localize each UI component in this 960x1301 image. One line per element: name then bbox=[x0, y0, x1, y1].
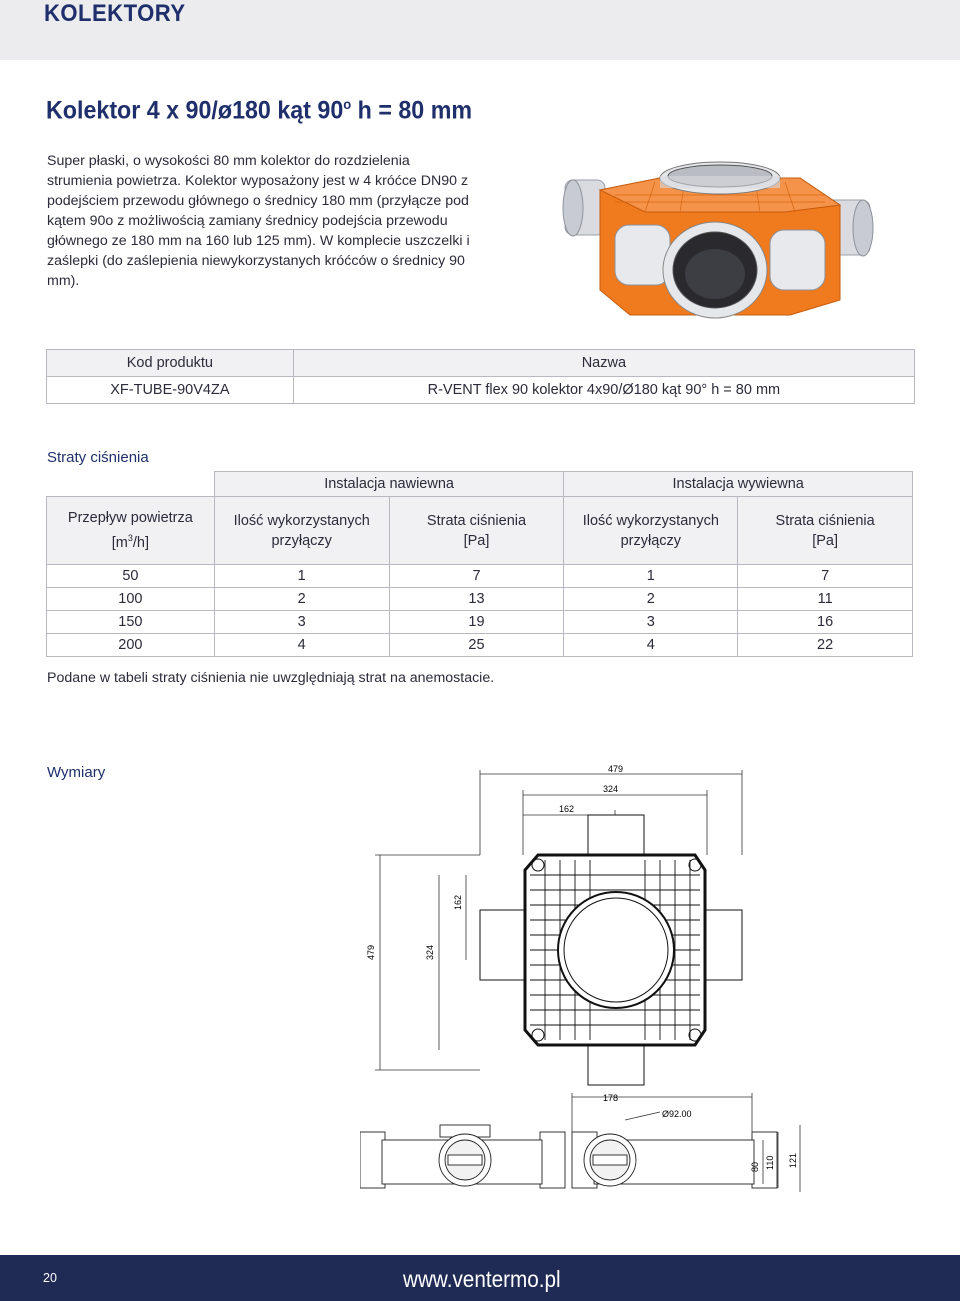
page-number: 20 bbox=[43, 1271, 57, 1285]
page-footer bbox=[0, 1255, 960, 1301]
pressure-loss-note: Podane w tabeli straty ciśnienia nie uwzględniają strat na anemostacie. bbox=[47, 670, 495, 686]
airflow-unit-sup: 3 bbox=[127, 533, 133, 544]
ports-line1: Ilość wykorzystanych bbox=[582, 512, 719, 529]
dim-121: 121 bbox=[788, 1152, 798, 1168]
airflow-unit-a: [m bbox=[111, 534, 128, 551]
cell: 7 bbox=[389, 565, 564, 588]
cell: 16 bbox=[738, 611, 913, 634]
ports-line1: Ilość wykorzystanych bbox=[233, 512, 370, 529]
title-end: h = 80 mm bbox=[351, 96, 473, 125]
header-supply-ports bbox=[214, 497, 389, 565]
cell: 2 bbox=[214, 588, 389, 611]
cell: 22 bbox=[738, 634, 913, 657]
cell: 200 bbox=[47, 634, 215, 657]
cell: 2 bbox=[564, 588, 738, 611]
dim-diameter-92: Ø92.00 bbox=[662, 1109, 692, 1119]
header-supply-loss bbox=[389, 497, 564, 565]
cell: 150 bbox=[47, 611, 215, 634]
product-photo bbox=[555, 150, 885, 325]
product-description: Super płaski, o wysokości 80 mm kolektor do rozdzielenia strumienia powietrza. Kolektor wyposażony jest w 4 króćce DN90 z podejściem przewodu głównego o średnicy 180 mm (przyłącze pod kątem 90o z możliwością zamiany średnicy podejścia przewodu głównego ze 180 mm na 160 lub 125 mm). W komplecie uszczelki i zaślepki (do zaślepienia niewykorzystanych króćców o średnicy 90 mm). bbox=[47, 153, 470, 289]
cell: 7 bbox=[738, 565, 913, 588]
dimensions-label: Wymiary bbox=[47, 764, 106, 781]
airflow-line1: Przepływ powietrza bbox=[67, 510, 193, 527]
dim-479-top: 479 bbox=[608, 764, 624, 774]
dim-324-top: 324 bbox=[603, 784, 619, 794]
cell: 3 bbox=[214, 611, 389, 634]
product-table bbox=[46, 349, 915, 404]
loss-line1: Strata ciśnienia bbox=[775, 512, 875, 529]
section-title: KOLEKTORY bbox=[44, 0, 186, 27]
dim-162-left: 162 bbox=[453, 894, 463, 910]
product-name: R-VENT flex 90 kolektor 4x90/Ø180 kąt 90° h = 80 mm bbox=[293, 377, 914, 404]
table-row bbox=[47, 611, 913, 634]
ports-line2: przyłączy bbox=[620, 532, 682, 549]
cell: 4 bbox=[564, 634, 738, 657]
dim-110: 110 bbox=[765, 1155, 775, 1170]
dim-162-top: 162 bbox=[559, 804, 575, 814]
ports-line2: przyłączy bbox=[271, 532, 332, 549]
header-airflow bbox=[47, 497, 215, 565]
dim-80: 80 bbox=[750, 1161, 760, 1172]
cell: 25 bbox=[389, 634, 564, 657]
section-header-bar bbox=[0, 0, 960, 60]
header-exhaust-ports bbox=[564, 497, 738, 565]
dim-324-left: 324 bbox=[425, 944, 435, 960]
loss-line2: [Pa] bbox=[812, 532, 838, 549]
header-exhaust-loss bbox=[738, 497, 913, 565]
loss-line2: [Pa] bbox=[463, 532, 490, 549]
cell: 11 bbox=[738, 588, 913, 611]
loss-line1: Strata ciśnienia bbox=[426, 512, 527, 529]
cell: 19 bbox=[389, 611, 564, 634]
header-exhaust-installation: Instalacja wywiewna bbox=[564, 472, 913, 497]
dim-178: 178 bbox=[603, 1093, 619, 1103]
header-product-code: Kod produktu bbox=[47, 350, 294, 377]
dim-479-left: 479 bbox=[366, 944, 376, 960]
cell: 50 bbox=[47, 565, 215, 588]
website-link[interactable]: www.ventermo.pl bbox=[403, 1266, 561, 1292]
product-title bbox=[46, 96, 472, 125]
pressure-loss-table bbox=[46, 471, 913, 657]
technical-drawing bbox=[360, 760, 810, 1200]
empty-corner bbox=[47, 472, 215, 497]
table-row bbox=[47, 565, 913, 588]
pressure-loss-label: Straty ciśnienia bbox=[47, 449, 149, 466]
cell: 3 bbox=[564, 611, 738, 634]
cell: 100 bbox=[47, 588, 215, 611]
airflow-unit-b: /h] bbox=[132, 534, 150, 551]
title-degree: o bbox=[343, 96, 352, 112]
header-name: Nazwa bbox=[293, 350, 914, 377]
table-row bbox=[47, 634, 913, 657]
cell: 4 bbox=[214, 634, 389, 657]
title-main: Kolektor 4 x 90/ø180 kąt 90 bbox=[46, 96, 344, 125]
cell: 13 bbox=[389, 588, 564, 611]
table-row bbox=[47, 588, 913, 611]
cell: 1 bbox=[214, 565, 389, 588]
product-code: XF-TUBE-90V4ZA bbox=[47, 377, 294, 404]
header-supply-installation: Instalacja nawiewna bbox=[214, 472, 564, 497]
cell: 1 bbox=[564, 565, 738, 588]
